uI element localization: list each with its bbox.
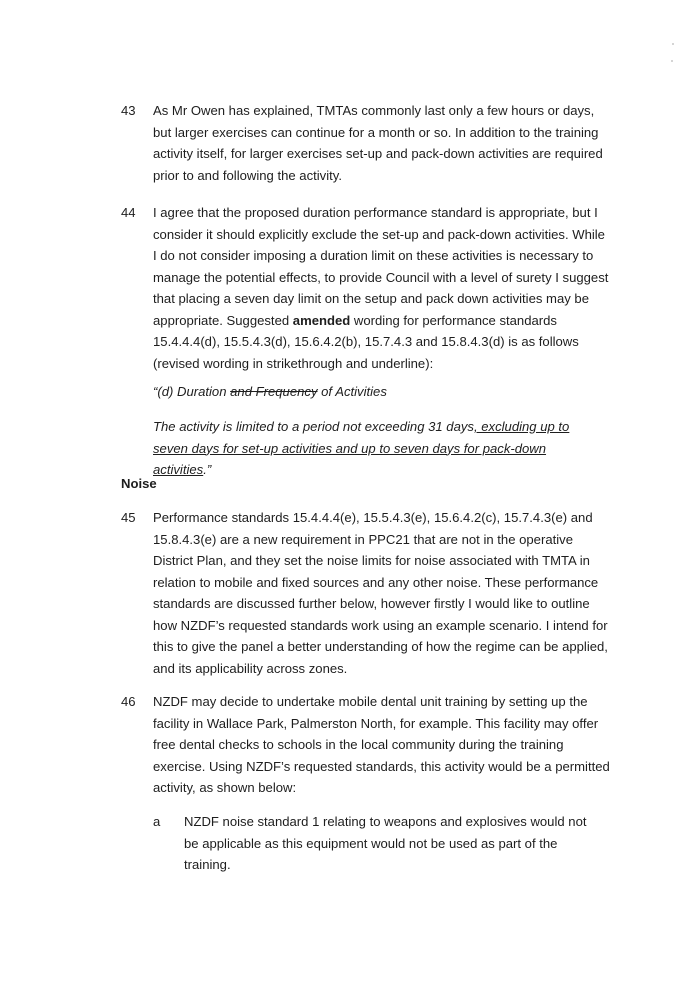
paragraph-text	[153, 202, 611, 374]
paragraph-43	[121, 100, 611, 186]
quote-body	[153, 416, 593, 481]
paragraph-text: NZDF may decide to undertake mobile dental unit training by setting up the facility in Wallace Park, Palmerston North, for example. This facility may offer free dental checks to schools in the local community during the training exercise. Using NZDF’s requested standards, this activity would be a permitted activity, as shown below:	[153, 694, 610, 795]
paragraph-number: 44	[121, 205, 136, 220]
underlined-text: , excluding up to seven days for set-up activities and up to seven days for pack-down activities	[153, 419, 570, 477]
paragraph-number: 43	[121, 103, 136, 118]
list-item-text: NZDF noise standard 1 relating to weapons and explosives would not be applicable as this equipment would not be used as part of the training.	[184, 814, 587, 872]
scan-speck	[672, 43, 674, 45]
scan-speck	[671, 60, 673, 62]
paragraph-number: 46	[121, 694, 136, 709]
paragraph-45	[121, 507, 611, 679]
bold-word: amended	[292, 312, 351, 328]
list-item-letter: a	[153, 814, 161, 829]
quote-body-end: .”	[203, 462, 212, 477]
paragraph-44	[121, 202, 611, 374]
list-item-a	[153, 811, 593, 876]
paragraph-text: As Mr Owen has explained, TMTAs commonly last only a few hours or days, but larger exercises can continue for a month or so. In addition to the training activity itself, for larger exercises set-up and pack-down activities are required prior to and following the activity.	[153, 103, 603, 183]
quote-body-text: The activity is limited to a period not exceeding 31 days	[153, 419, 474, 434]
strikethrough-text: and Frequency	[230, 384, 318, 399]
paragraph-text-part: wording for performance standards 15.4.4.4(d), 15.5.4.3(d), 15.6.4.2(b), 15.7.4.3 and 15.8.4.3(d) is as follows (revised wording in strikethrough and underline):	[153, 312, 579, 371]
section-heading: Noise	[121, 476, 157, 491]
quote-title-prefix: “(d) Duration	[153, 384, 231, 399]
quote-title-suffix: of Activities	[317, 384, 387, 399]
paragraph-46	[121, 691, 611, 799]
paragraph-text: Performance standards 15.4.4.4(e), 15.5.4.3(e), 15.6.4.2(c), 15.7.4.3(e) and 15.8.4.3(e) are a new requirement in PPC21 that are not in the operative District Plan, and they set the noise limits for noise associated with TMTA in relation to mobile and fixed sources and any other noise. These performance standards are discussed further below, however firstly I would like to outline how NZDF’s requested standards work using an example scenario. I intend for this to give the panel a better understanding of how the regime can be applied, and its applicability across zones.	[153, 510, 608, 676]
quote-title	[153, 381, 593, 403]
paragraph-number: 45	[121, 510, 136, 525]
paragraph-text-part: I agree that the proposed duration performance standard is appropriate, but I consider it should explicitly exclude the set-up and pack-down activities. While I do not consider imposing a duration limit on these activities is necessary to manage the potential effects, to provide Council with a level of surety I suggest that placing a seven day limit on the setup and pack down activities may be appropriate. Suggested	[153, 205, 609, 328]
